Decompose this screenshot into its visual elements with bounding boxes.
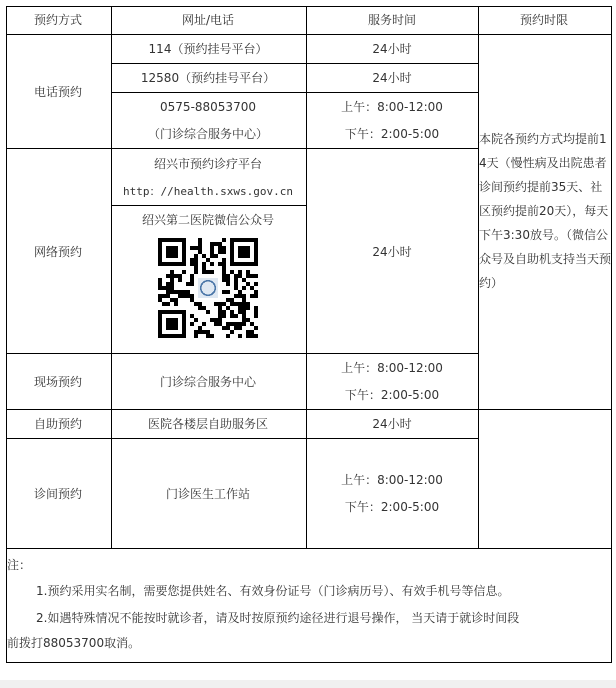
time-limit-text: 本院各预约方式均提前14天（慢性病及出院患者诊间预约提前35天、社区预约提前20天），每天下午3:30放号。（微信公众号及自助机支持当天预约） <box>479 132 612 290</box>
wechat-name: 绍兴第二医院微信公众号 <box>141 213 275 227</box>
line <box>6 34 611 35</box>
line <box>6 6 611 7</box>
line <box>6 548 611 549</box>
address-cell: 114（预约挂号平台） <box>148 42 268 56</box>
header-cell: 预约方式 <box>33 13 83 27</box>
method-label: 网络预约 <box>33 245 83 259</box>
platform-url[interactable]: http：//health.sxws.gov.cn <box>123 185 293 198</box>
header-cell: 服务时间 <box>367 13 417 27</box>
line <box>611 6 612 663</box>
header-cell: 预约时限 <box>519 13 569 27</box>
line <box>306 6 307 549</box>
time-cell: 上午：8:00-12:00 <box>341 473 443 487</box>
time-cell: 24小时 <box>372 42 412 56</box>
line <box>6 662 611 663</box>
phone-number: 0575-88053700 <box>160 100 256 114</box>
page-bottom-bar <box>0 680 616 688</box>
line <box>111 205 306 206</box>
time-cell: 上午：8:00-12:00 <box>341 100 443 114</box>
address-cell: 门诊医生工作站 <box>165 487 251 501</box>
header-cell: 网址/电话 <box>181 13 235 27</box>
time-cell: 下午：2:00-5:00 <box>344 500 440 514</box>
wechat-qr-code <box>158 238 258 338</box>
address-cell: 门诊综合服务中心 <box>159 375 257 389</box>
line <box>111 6 112 549</box>
notes-title: 注： <box>7 558 32 572</box>
line <box>6 438 478 439</box>
line <box>6 148 478 149</box>
method-label: 诊间预约 <box>33 487 83 501</box>
note-item: 前拨打88053700取消。 <box>7 636 141 650</box>
line <box>6 409 611 410</box>
address-cell: 医院各楼层自助服务区 <box>147 417 269 431</box>
line <box>111 63 478 64</box>
time-cell: 24小时 <box>372 245 412 259</box>
method-label: 现场预约 <box>33 375 83 389</box>
address-cell: 12580（预约挂号平台） <box>140 71 276 85</box>
time-cell: 上午：8:00-12:00 <box>341 361 443 375</box>
line <box>111 92 478 93</box>
method-label: 自助预约 <box>33 417 83 431</box>
address-cell: （门诊综合服务中心） <box>147 127 269 141</box>
note-item: 1.预约采用实名制，需要您提供姓名、有效身份证号（门诊病历号）、有效手机号等信息。 <box>36 584 510 598</box>
platform-name: 绍兴市预约诊疗平台 <box>153 157 263 171</box>
time-cell: 下午：2:00-5:00 <box>344 388 440 402</box>
method-label: 电话预约 <box>33 85 83 99</box>
note-item: 2.如遇特殊情况不能按时就诊者，请及时按原预约途径进行退号操作， 当天请于就诊时间段 <box>36 611 520 625</box>
time-cell: 下午：2:00-5:00 <box>344 127 440 141</box>
line <box>6 353 478 354</box>
time-cell: 24小时 <box>372 417 412 431</box>
time-cell: 24小时 <box>372 71 412 85</box>
